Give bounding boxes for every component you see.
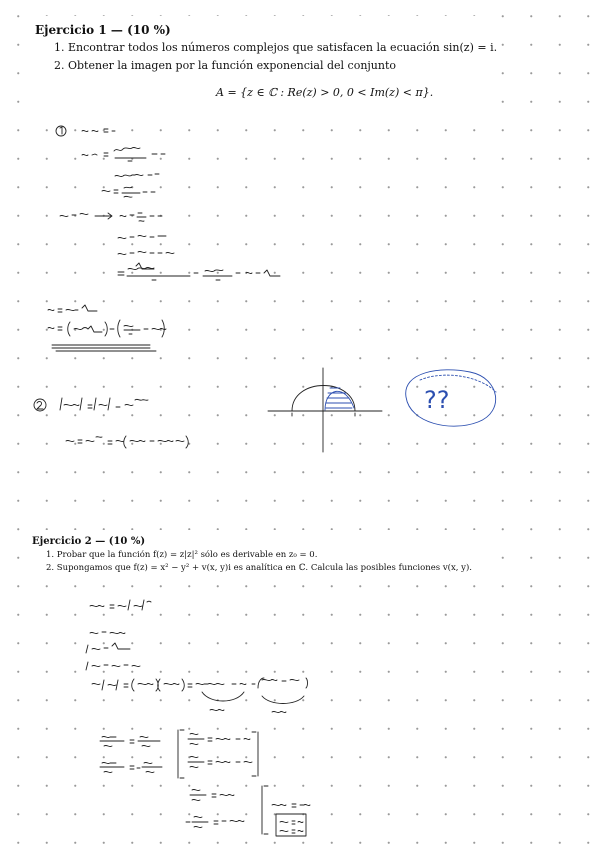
exercise-2-item-1: 1. Probar que la función f(z) = z|z|² sólo es derivable en z₀ = 0.: [46, 550, 318, 560]
question-scribble: [406, 370, 496, 426]
exercise-1-title: Ejercicio 1 — (10 %): [35, 23, 171, 37]
exercise-1-item-1: 1. Encontrar todos los números complejos que satisfacen la ecuación sin(z) = i.: [54, 41, 498, 54]
set-a-formula: A = {z ∈ ℂ : Re(z) > 0, 0 < Im(z) < π}.: [216, 86, 434, 99]
question-marks: ??: [424, 386, 450, 414]
handwritten-solution-1: [56, 126, 280, 280]
handwritten-solution-2: [34, 398, 188, 448]
handwritten-result: [48, 305, 166, 351]
exercise-2-item-2: 2. Supongamos que f(z) = x² − y² + v(x, y)i es analítica en ℂ. Calcula las posibles funciones v(x, y).: [46, 563, 472, 573]
exercise-2-title: Ejercicio 2 — (10 %): [32, 536, 146, 547]
exercise-1-item-2: 2. Obtener la imagen por la función exponencial del conjunto: [54, 59, 397, 72]
handwritten-solution-3: [86, 600, 310, 836]
halfplane-sketch: [268, 368, 382, 452]
